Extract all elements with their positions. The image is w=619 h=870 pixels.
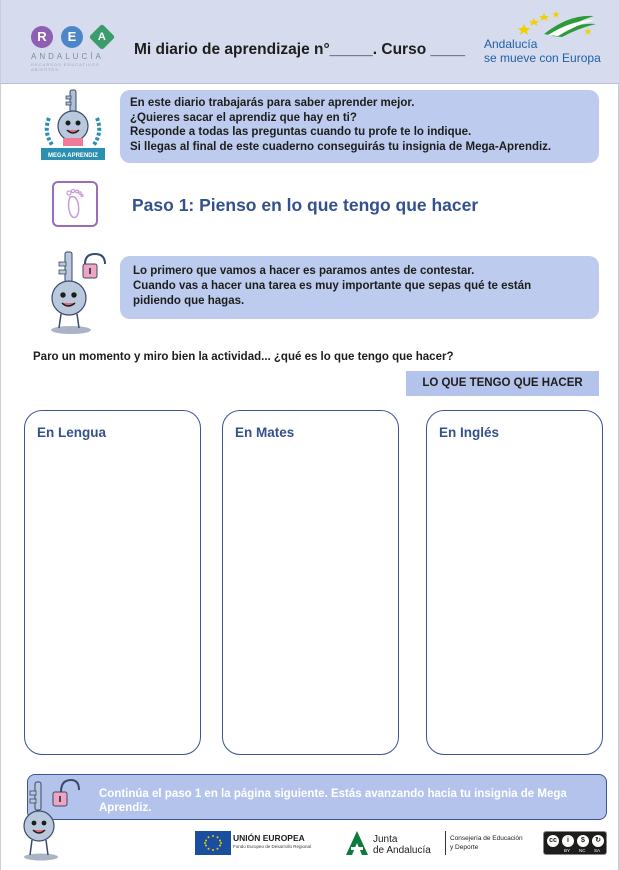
intro-line: ¿Quieres sacar el aprendiz que hay en ti? bbox=[130, 111, 357, 124]
cc-label-by: BY bbox=[564, 848, 571, 853]
lengua-answer-box[interactable] bbox=[24, 410, 201, 755]
junta-name bbox=[373, 834, 431, 856]
continue-message bbox=[27, 774, 607, 820]
step-line: pidiendo que hagas. bbox=[133, 295, 245, 307]
badge-label: MEGA APRENDIZ bbox=[48, 153, 98, 159]
column-title: En Lengua bbox=[37, 425, 107, 440]
continue-text: Continúa el paso 1 en la página siguiente. Estás avanzando hacia tu insignia de Mega Aprendiz. bbox=[99, 788, 567, 814]
key-badge-icon bbox=[39, 88, 107, 166]
sa-icon: ↻ bbox=[591, 834, 605, 848]
eu-subtitle: Fondo Europeo de Desarrollo Regional bbox=[233, 844, 312, 849]
key-mascot-icon bbox=[45, 250, 111, 336]
cc-icon: cc bbox=[546, 834, 560, 848]
intro-line: Responde a todas las preguntas cuando tu profe te lo indique. bbox=[130, 126, 472, 138]
intro-line: Si llegas al final de este cuaderno conseguirás tu insignia de Mega-Aprendiz. bbox=[130, 140, 552, 153]
cc-label-sa: SA bbox=[594, 848, 601, 853]
mates-answer-box[interactable] bbox=[222, 410, 399, 755]
footprint-icon bbox=[52, 181, 98, 227]
mega-aprendiz-badge bbox=[39, 88, 107, 166]
slogan-line-2: se mueve con Europa bbox=[484, 51, 601, 65]
ingles-answer-box[interactable] bbox=[426, 410, 603, 755]
footer-logos bbox=[195, 826, 611, 860]
step-title: Paso 1: Pienso en lo que tengo que hacer bbox=[132, 195, 479, 215]
slogan-line-1: Andalucía bbox=[484, 37, 538, 51]
logo-subtitle: RECURSOS EDUCATIVOS ABIERTOS bbox=[31, 62, 100, 72]
column-title: En Mates bbox=[235, 425, 295, 440]
rea-andalucia-logo bbox=[29, 26, 119, 70]
logo-name: ANDALUCÍA bbox=[31, 52, 104, 61]
junta-logo-icon bbox=[345, 830, 369, 856]
andalucia-slogan bbox=[484, 37, 601, 65]
task-label-box: LO QUE TENGO QUE HACER bbox=[406, 371, 599, 396]
eu-flag-icon bbox=[195, 831, 231, 855]
intro-line: En este diario trabajarás para saber aprender mejor. bbox=[130, 97, 415, 109]
column-title: En Inglés bbox=[439, 425, 500, 440]
intro-bubble bbox=[120, 90, 599, 163]
step-bubble bbox=[120, 256, 599, 319]
junta-line-2: de Andalucía bbox=[373, 845, 431, 856]
cc-label-nc: NC bbox=[579, 848, 586, 853]
creative-commons-badge bbox=[543, 831, 607, 855]
nc-icon: $ bbox=[576, 834, 590, 848]
step-line: Lo primero que vamos a hacer es paramos antes de contestar. bbox=[133, 265, 475, 277]
flag-stars-icon bbox=[484, 10, 609, 38]
logo-letter-a: A bbox=[89, 24, 115, 50]
activity-question: Paro un momento y miro bien la actividad... ¿qué es lo que tengo que hacer? bbox=[33, 351, 454, 363]
logo-letter-e: E bbox=[61, 26, 83, 48]
footer-key-mascot-icon bbox=[21, 778, 83, 862]
logo-divider bbox=[445, 831, 446, 855]
eu-title: UNIÓN EUROPEA bbox=[233, 833, 305, 843]
consejeria-line-2: y Deporte bbox=[450, 844, 479, 851]
junta-line-1: Junta bbox=[373, 834, 398, 845]
by-icon: i bbox=[561, 834, 575, 848]
diary-title: Mi diario de aprendizaje n°_____. Curso ____ bbox=[134, 41, 465, 58]
consejeria-name bbox=[450, 834, 523, 852]
logo-letter-r: R bbox=[31, 26, 53, 48]
step-line: Cuando vas a hacer una tarea es muy importante que sepas qué te están bbox=[133, 280, 532, 292]
consejeria-line-1: Consejería de Educación bbox=[450, 835, 523, 842]
andalucia-europa-logo bbox=[484, 10, 609, 70]
header-bar bbox=[1, 0, 619, 84]
